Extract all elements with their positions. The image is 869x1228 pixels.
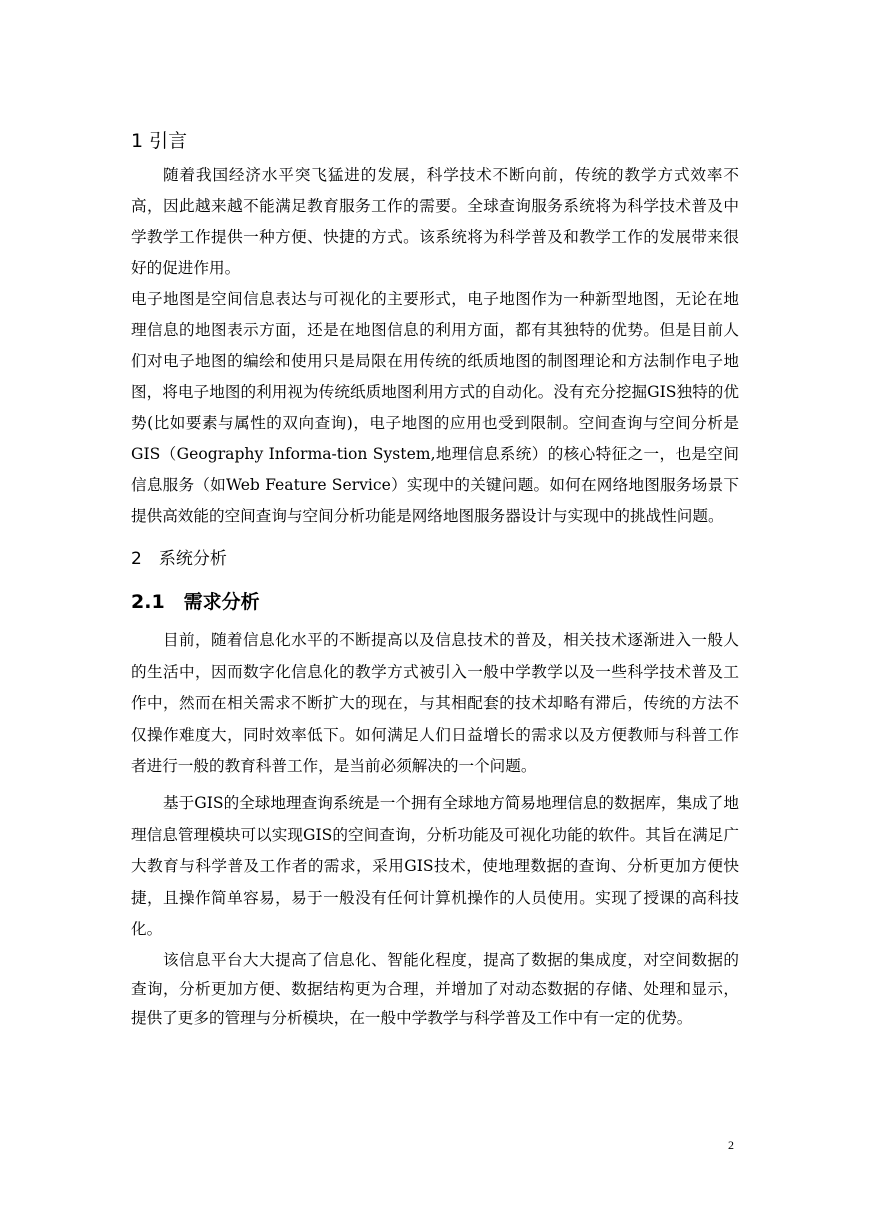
section-1-heading: 1 引言 bbox=[131, 130, 188, 152]
intro-paragraph-2: 电子地图是空间信息表达与可视化的主要形式，电子地图作为一种新型地图，无论在地理信息的地图表示方面，还是在地图信息的利用方面，都有其独特的优势。但是目前人们对电子地图的编绘和使用只是局限在用传统的纸质地图的制图理论和方法制作电子地图，将电子地图的利用视为传统纸质地图利用方式的自动化。没有充分挖掘GIS独特的优势(比如要素与属性的双向查询)，电子地图的应用也受到限制。空间查询与空间分析是GIS（Geography Informa-tion System,地理信息系统）的核心特征之一，也是空间信息服务（如Web Feature Service）实现中的关键问题。如何在网络地图服务场景下提供高效能的空间查询与空间分析功能是网络地图服务器设计与实现中的挑战性问题。 bbox=[131, 290, 739, 525]
subsection-2-1-heading-block bbox=[131, 588, 739, 616]
requirements-paragraph-1: 目前，随着信息化水平的不断提高以及信息技术的普及，相关技术逐渐进入一般人的生活中，因而数字化信息化的教学方式被引入一般中学教学以及一些科学技术普及工作中，然而在相关需求不断扩大的现在，与其相配套的技术却略有滞后，传统的方法不仅操作难度大，同时效率低下。如何满足人们日益增长的需求以及方便教师与科普工作者进行一般的教育科普工作，是当前必须解决的一个问题。 bbox=[131, 631, 739, 776]
requirements-paragraph-3: 该信息平台大大提高了信息化、智能化程度，提高了数据的集成度，对空间数据的查询，分析更加方便、数据结构更为合理，并增加了对动态数据的存储、处理和显示，提供了更多的管理与分析模块，在一般中学教学与科学普及工作中有一定的优势。 bbox=[131, 950, 739, 1027]
subsection-2-1-body bbox=[131, 625, 739, 1033]
requirements-paragraph-2: 基于GIS的全球地理查询系统是一个拥有全球地方简易地理信息的数据库，集成了地理信息管理模块可以实现GIS的空间查询，分析功能及可视化功能的软件。其旨在满足广大教育与科学普及工作者的需求，采用GIS技术，使地理数据的查询、分析更加方便快捷，且操作简单容易，易于一般没有任何计算机操作的人员使用。实现了授课的高科技化。 bbox=[131, 793, 739, 939]
section-1 bbox=[131, 128, 739, 154]
section-2-heading: 2 系统分析 bbox=[131, 549, 227, 569]
section-2-heading-block bbox=[131, 546, 739, 572]
subsection-2-1-heading: 2.1 需求分析 bbox=[131, 591, 260, 613]
intro-paragraph-1: 随着我国经济水平突飞猛进的发展，科学技术不断向前，传统的教学方式效率不高，因此越来越不能满足教育服务工作的需要。全球查询服务系统将为科学技术普及中学教学工作提供一种方便、快捷的方式。该系统将为科学普及和教学工作的发展带来很好的促进作用。 bbox=[131, 166, 739, 277]
section-1-body bbox=[131, 160, 739, 532]
page-number: 2 bbox=[728, 1138, 734, 1152]
